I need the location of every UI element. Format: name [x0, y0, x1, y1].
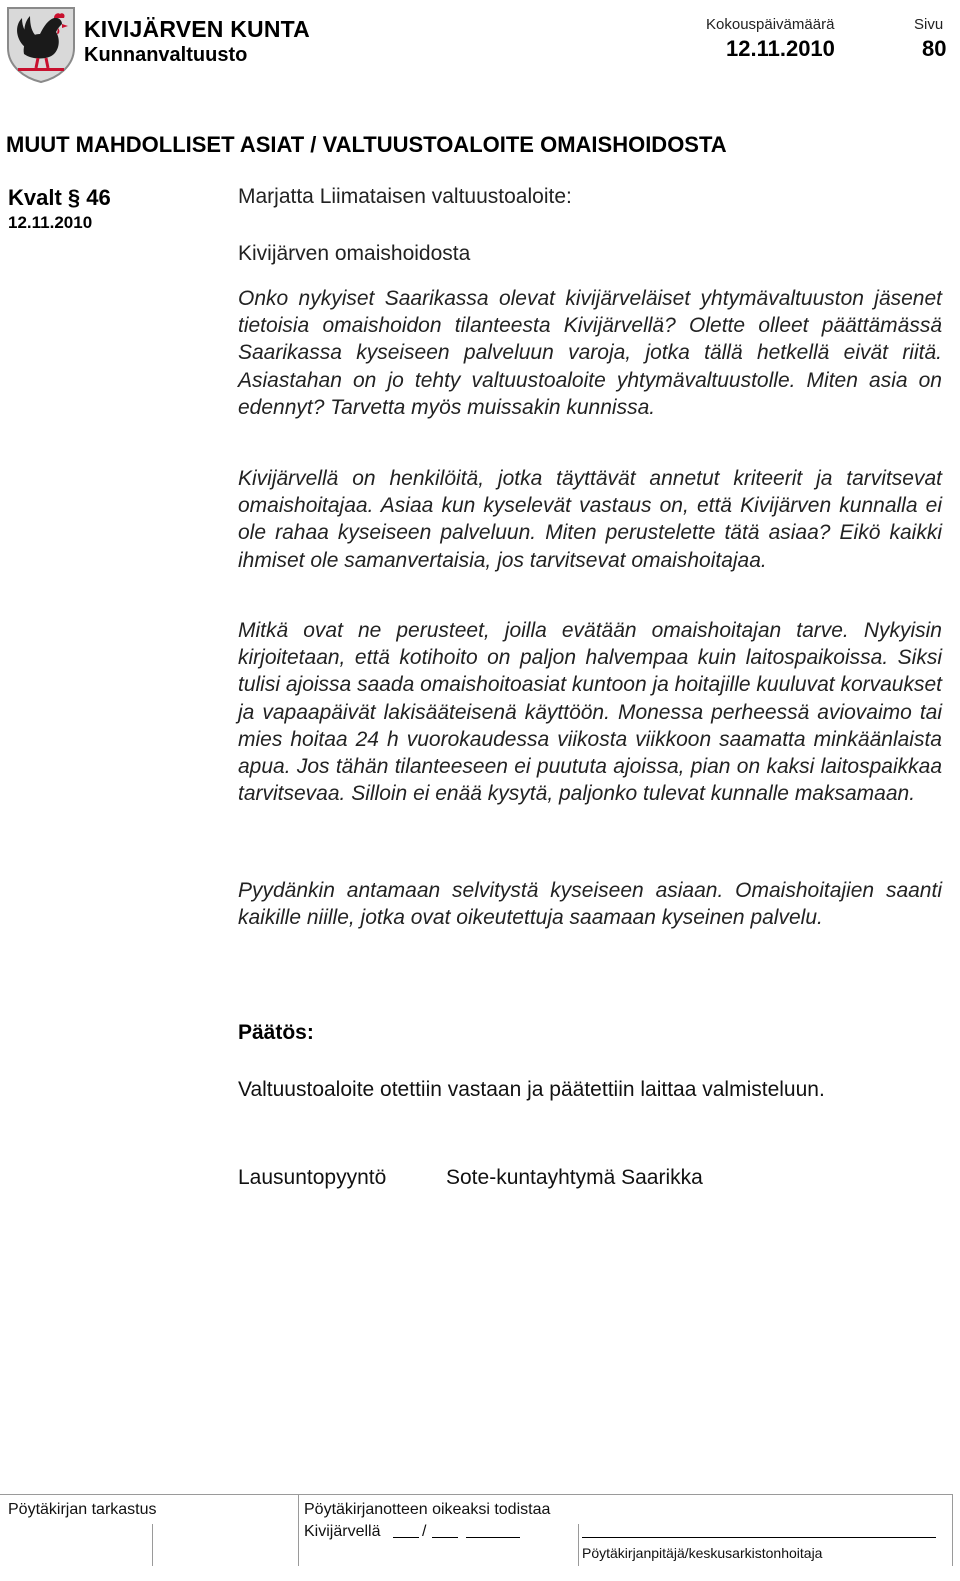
review-label: Pöytäkirjan tarkastus — [8, 1501, 157, 1518]
signer-title: Pöytäkirjanpitäjä/keskusarkistonhoitaja — [582, 1545, 823, 1561]
meeting-date: 12.11.2010 — [726, 36, 835, 61]
section-reference: Kvalt § 46 — [8, 185, 111, 210]
coat-of-arms-icon — [4, 4, 78, 84]
page-label: Sivu — [914, 16, 944, 33]
signature-line — [582, 1537, 936, 1538]
statement-request-label: Lausuntopyyntö — [238, 1166, 387, 1189]
organization-body: Kunnanvaltuusto — [84, 44, 248, 66]
document-heading: MUUT MAHDOLLISET ASIAT / VALTUUSTOALOITE OMAISHOIDOSTA — [6, 132, 727, 157]
decision-text: Valtuustoaloite otettiin vastaan ja päätettiin laittaa valmisteluun. — [238, 1078, 825, 1101]
page-number: 80 — [922, 36, 947, 61]
organization-name: KIVIJÄRVEN KUNTA — [84, 16, 310, 42]
month-signature-line — [432, 1537, 458, 1538]
section-date: 12.11.2010 — [8, 213, 93, 232]
motion-paragraph: Pyydänkin antamaan selvitystä kyseiseen asiaan. Omaishoitajien saanti kaikille niille, jotka ovat oikeutettuja saamaan kyseinen palvelu. — [238, 879, 942, 930]
place-label: Kivijärvellä — [304, 1523, 381, 1540]
motion-paragraph: Kivijärvellä on henkilöitä, jotka täyttävät annetut kriteerit ja tarvitsevat omaishoitajaa. Asiaa kun kyselevät vastaus on, että Kivijärven kunnalla ei ole rahaa kyseiseen palveluun. Miten perustelette tätä asiaa? Eikö kaikki ihmiset ole samanvertaisia, jos tarvitsevat omaishoitajaa. — [238, 467, 942, 572]
certify-label: Pöytäkirjanotteen oikeaksi todistaa — [304, 1501, 551, 1518]
meeting-date-label: Kokouspäivämäärä — [706, 16, 835, 33]
motion-intro: Marjatta Liimataisen valtuustoaloite: — [238, 185, 572, 208]
year-signature-line — [466, 1537, 520, 1538]
motion-subject: Kivijärven omaishoidosta — [238, 242, 471, 265]
motion-paragraph: Onko nykyiset Saarikassa olevat kivijärveläiset yhtymävaltuuston jäsenet tietoisia omaishoidon tilanteesta Kivijärvellä? Olette olleet päättämässä Saarikassa kyseiseen palveluun varoja, jotka tällä hetkellä eivät riitä. Asiastahan on jo tehty valtuustoaloite yhtymävaltuustolle. Miten asia on edennyt? Tarvetta myös muissakin kunnissa. — [238, 287, 942, 419]
decision-label: Päätös: — [238, 1021, 314, 1044]
statement-request-value: Sote-kuntayhtymä Saarikka — [446, 1166, 703, 1189]
footer-divider — [952, 1494, 953, 1566]
motion-paragraph: Mitkä ovat ne perusteet, joilla evätään omaishoitajan tarve. Nykyisin kirjoitetaan, että kotihoito on paljon halvempaa kuin laitospaikoissa. Siksi tulisi ajoissa saada omaishoitoasiat kuntoon ja hoitajille kuuluvat korvaukset ja vapaapäivät lakisääteisenä käyttöön. Monessa perheessä aviovaimo tai mies hoitaa 24 h vuorokaudessa viikosta viikkoon saamatta minkäänlaista apua. Jos tähän tilanteeseen ei puututa ajoissa, pian on kaksi laitospaikkaa tarvitsevaa. Silloin ei enää kysytä, paljonko tulevat kunnalle maksamaan. — [238, 619, 942, 806]
footer-divider — [578, 1524, 579, 1566]
date-separator: / — [422, 1523, 427, 1540]
footer-divider — [152, 1524, 153, 1566]
day-signature-line — [393, 1537, 419, 1538]
footer-divider — [298, 1494, 299, 1566]
